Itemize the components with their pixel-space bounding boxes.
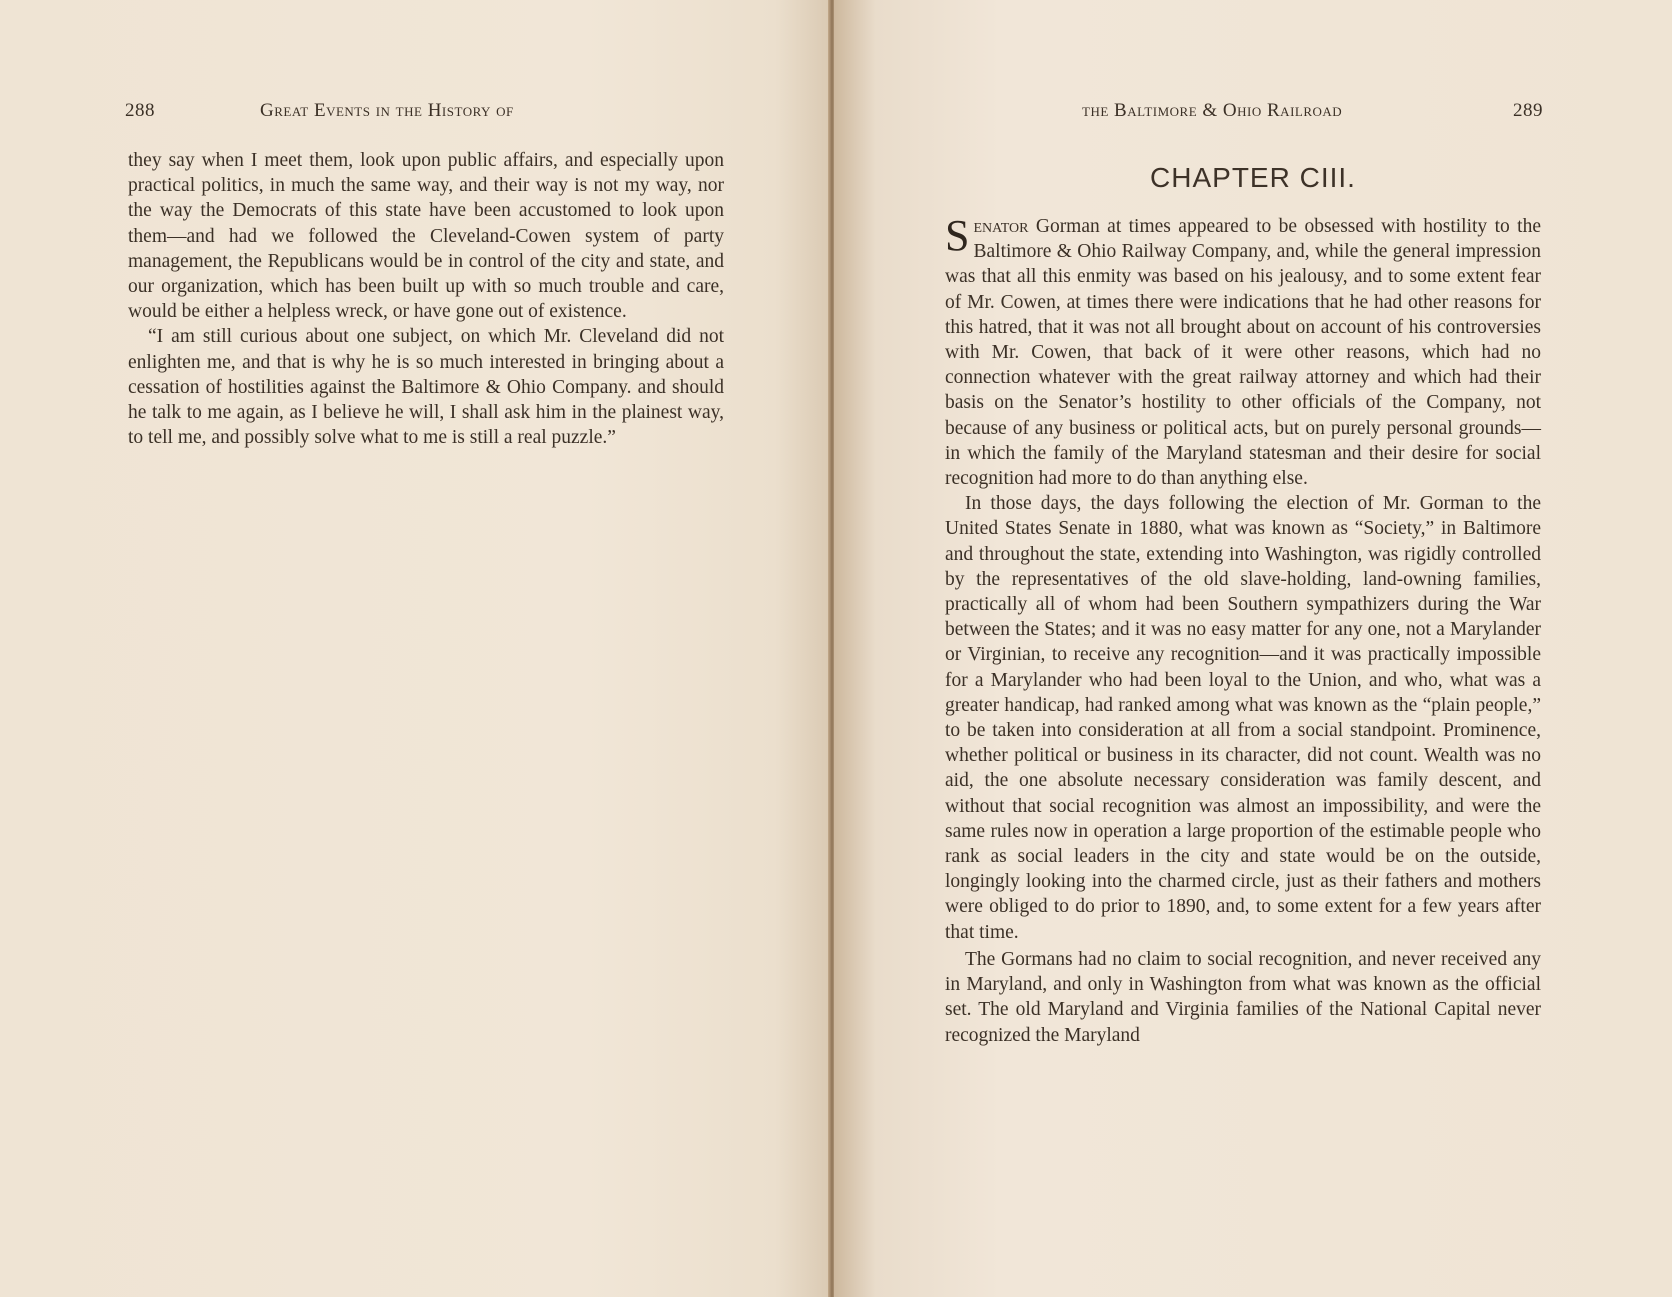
right-body-text bbox=[945, 211, 1541, 1048]
left-running-head: Great Events in the History of bbox=[260, 100, 514, 121]
right-page bbox=[834, 0, 1672, 1297]
paragraph: The Gormans had no claim to social recognition, and never received any in Maryland, and only in Washington from what was known as the official set. The old Maryland and Virginia families of the National Capital never recognized the Maryland bbox=[945, 948, 1541, 1046]
chapter-title: CHAPTER CIII. bbox=[1150, 162, 1356, 193]
right-running-head: the Baltimore & Ohio Railroad bbox=[1082, 100, 1343, 121]
left-body-text bbox=[128, 148, 724, 450]
left-page bbox=[0, 0, 834, 1297]
paragraph: “I am still curious about one subject, on which Mr. Cleveland did not enlighten me, and that is why he is so much interested in bringing about a cessation of hostilities against the Baltimore & Ohio Company. and should he talk to me again, as I believe he will, I shall ask him in the plainest way, to tell me, and possibly solve what to me is still a real puzzle.” bbox=[128, 326, 724, 449]
right-page-number: 289 bbox=[1513, 100, 1543, 121]
left-page-number: 288 bbox=[125, 100, 155, 121]
paragraph: In those days, the days following the election of Mr. Gorman to the United States Senate in 1880, what was known as “Society,” in Baltimore and throughout the state, extending into Washington, was rigidly controlled by the representatives of the old slave-holding, land-owning families, practically all of whom had been Southern sympathizers during the War between the States; and it was no easy matter for any one, not a Marylander or Virginian, to receive any recognition—and it was practically impossible for a Marylander who had been loyal to the Union, and who, what was a greater handicap, had ranked among what was known as the “plain people,” to be taken into consideration at all from a social standpoint. Prominence, whether political or business in its character, did not count. Wealth was no aid, the one absolute necessary consideration was family descent, and without that social recognition was almost an impossibility, and were the same rules now in operation a large proportion of the estimable people who rank as social leaders in the city and state would be on the outside, longingly looking into the charmed circle, just as their fathers and mothers were obliged to do prior to 1890, and, to some extent for a few years after that time. bbox=[945, 493, 1541, 943]
lead-word: enator bbox=[973, 216, 1029, 237]
opening-paragraph bbox=[945, 211, 1541, 491]
opening-paragraph-text: Gorman at times appeared to be obsessed with hostility to the Baltimore & Ohio Railway Company, and, while the general impression was that all this enmity was based on his jealousy, and to some extent fear of Mr. Cowen, at times there were indications that he had other reasons for this hatred, that it was not all brought about on account of his controversies with Mr. Cowen, that back of it were other reasons, which had no connection whatever with the great railway attorney and which had their basis on the Senator’s hostility to other officials of the Company, not because of any business or political acts, but on purely personal grounds—in which the family of the Maryland statesman and their desire for social recognition had more to do than anything else. bbox=[945, 216, 1541, 490]
drop-cap: S bbox=[945, 211, 970, 260]
paragraph: they say when I meet them, look upon public affairs, and especially upon practical politics, in much the same way, and their way is not my way, nor the way the Democrats of this state have been accustomed to look upon them—and had we followed the Cleveland-Cowen system of party management, the Republicans would be in control of the city and state, and our organization, which has been built up with so much trouble and care, would be either a helpless wreck, or have gone out of existence. bbox=[128, 150, 724, 323]
